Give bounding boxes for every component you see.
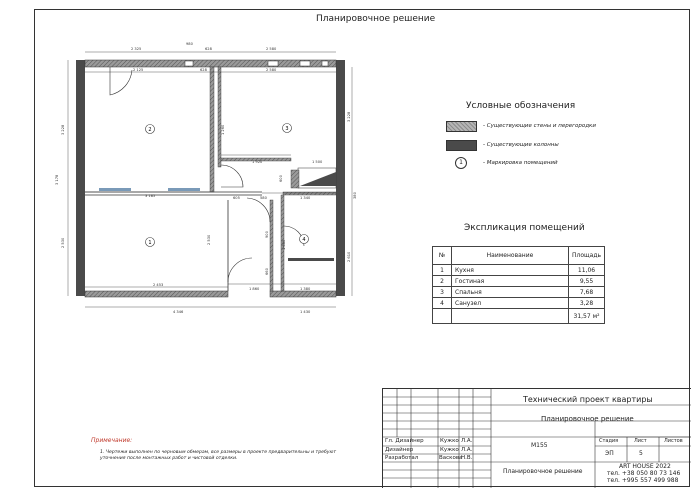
tb-bottom-name: Планировочное решение: [503, 468, 583, 475]
dim-inner-9: 1 860: [249, 287, 260, 291]
door-hall: [247, 198, 270, 222]
tb-sheet-no: 5: [639, 450, 643, 457]
tb-project: Технический проект квартиры: [523, 395, 653, 404]
window-top-1: [185, 61, 193, 66]
window-top-2: [268, 61, 278, 66]
wall-bottom-left: [85, 291, 228, 297]
title-block: [382, 388, 691, 488]
dim-top-1: 2 325: [131, 47, 142, 51]
table-row: 4 Санузел 3,28: [433, 298, 605, 309]
tb-sig-1: Л.А.: [461, 438, 473, 444]
dim-top-3: 628: [205, 47, 212, 51]
svg-text:1: 1: [148, 240, 152, 246]
tb-role-1: Гл. Дизайнер: [385, 438, 424, 444]
dim-inner-10: 1 380: [300, 287, 311, 291]
dim-right-2: 2 610: [347, 251, 351, 262]
wall-bottom-right: [270, 291, 336, 297]
partition-vertical-2: [218, 67, 221, 167]
dim-right-1: 3 228: [347, 111, 351, 122]
tb-header-sheet: Лист: [634, 438, 647, 444]
sheet-title: Планировочное решение: [316, 14, 436, 24]
partition-vertical-1: [210, 67, 214, 192]
wall-right: [336, 60, 345, 296]
dim-inner-13: 600: [279, 175, 283, 182]
total-area: 31,57 м²: [569, 309, 605, 324]
dim-inner-3: 3 185: [145, 194, 156, 198]
tb-stage: ЭП: [605, 450, 614, 457]
svg-text:3: 3: [285, 126, 289, 132]
dim-inner-8: 2 453: [153, 283, 164, 287]
table-total-row: [433, 309, 605, 324]
door-room3: [221, 165, 243, 187]
room-marker-1: [146, 238, 155, 247]
window-top-3: [300, 61, 310, 66]
table-row: 3 Спальня 7,68: [433, 287, 605, 298]
table-row: 1 Кухня 11,06: [433, 265, 605, 276]
dim-top-4: 2 580: [266, 47, 277, 51]
dim-left-2: 3 178: [55, 174, 59, 185]
legend-label-columns: - Существующие колонны: [483, 142, 559, 148]
wall-top: [85, 60, 336, 67]
tb-name-3: Васкова: [439, 455, 463, 461]
legend-label-walls: - Существующие стены и перегородки: [483, 123, 596, 129]
dim-inner-2: 1 500: [312, 160, 323, 164]
door-kitchen: [228, 258, 252, 282]
dim-inner-15: 1 260: [221, 124, 225, 135]
room-marker-4: [300, 235, 309, 244]
room-marker-3: [283, 124, 292, 133]
dim-inner-7: 2 530: [207, 234, 211, 245]
tb-role-2: Дизайнер: [385, 447, 414, 453]
dim-inner-top-2: 628: [200, 68, 207, 72]
notes-title: Примечание:: [91, 437, 133, 444]
header-area: Площадь: [569, 247, 605, 265]
dim-inner-top-1: 2 125: [133, 68, 144, 72]
dim-bottom-1: 4 346: [173, 310, 184, 314]
wall-left: [76, 60, 85, 296]
tb-sig-3: Н.В.: [461, 455, 473, 461]
partition-hall: [270, 200, 273, 291]
dim-inner-14: 380: [353, 192, 357, 199]
tb-sig-2: Л.А.: [461, 447, 473, 453]
tb-header-sheets: Листов: [664, 438, 683, 444]
notes-text: 1. Чертежи выполнен по черновым обмерам, все размеры в проекте предварительны и требуют уточнения после монтажных работ и чистовой отделки.: [100, 450, 337, 461]
tb-phone-1: тел. +38 050 80 73 146: [607, 470, 681, 477]
door-entrance: [110, 67, 132, 95]
legend-swatch-walls: [446, 121, 477, 132]
dim-inner-11: 900: [265, 231, 269, 238]
dim-inner-5: 580: [260, 196, 267, 200]
dim-left-1: 3 228: [61, 124, 65, 135]
header-num: №: [433, 247, 452, 265]
dim-inner-4: 605: [233, 196, 240, 200]
tb-company: ART HOUSE 2022: [619, 463, 671, 470]
legend-room-marker-icon: 1: [455, 157, 467, 169]
tb-header-stage: Стадия: [599, 438, 619, 444]
svg-text:2: 2: [148, 127, 152, 133]
table-header-row: [433, 247, 605, 265]
header-name: Наименование: [452, 247, 569, 265]
window-top-4: [322, 61, 328, 66]
legend-swatch-columns: [446, 140, 477, 151]
room-marker-2: [146, 125, 155, 134]
legend-label-marker: - Маркировка помещений: [483, 160, 558, 166]
legend-title: Условные обозначения: [466, 101, 576, 111]
dim-inner-12: 660: [265, 268, 269, 275]
tb-code: М155: [531, 442, 548, 449]
dim-inner-6: 1 340: [300, 196, 311, 200]
tb-phone-2: тел. +995 557 499 988: [607, 477, 679, 484]
dim-inner-1: 1 920: [252, 160, 263, 164]
tb-role-3: Разработал: [385, 455, 419, 461]
explication-title: Экспликация помещений: [464, 223, 585, 233]
dim-inner-16: 1 650: [282, 239, 286, 250]
dim-inner-top-3: 2 580: [266, 68, 277, 72]
svg-text:4: 4: [302, 237, 306, 243]
dim-top-2: 980: [186, 42, 193, 46]
tb-name-1: Кужко: [440, 438, 459, 444]
tb-sheet-name: Планировочное решение: [541, 415, 634, 423]
tb-name-2: Кужко: [440, 447, 459, 453]
dim-left-3: 2 530: [61, 237, 65, 248]
dim-bottom-2: 1 430: [300, 310, 311, 314]
partition-bath-top: [283, 192, 336, 195]
table-row: 2 Гостиная 9,55: [433, 276, 605, 287]
explication-table: [432, 246, 605, 324]
